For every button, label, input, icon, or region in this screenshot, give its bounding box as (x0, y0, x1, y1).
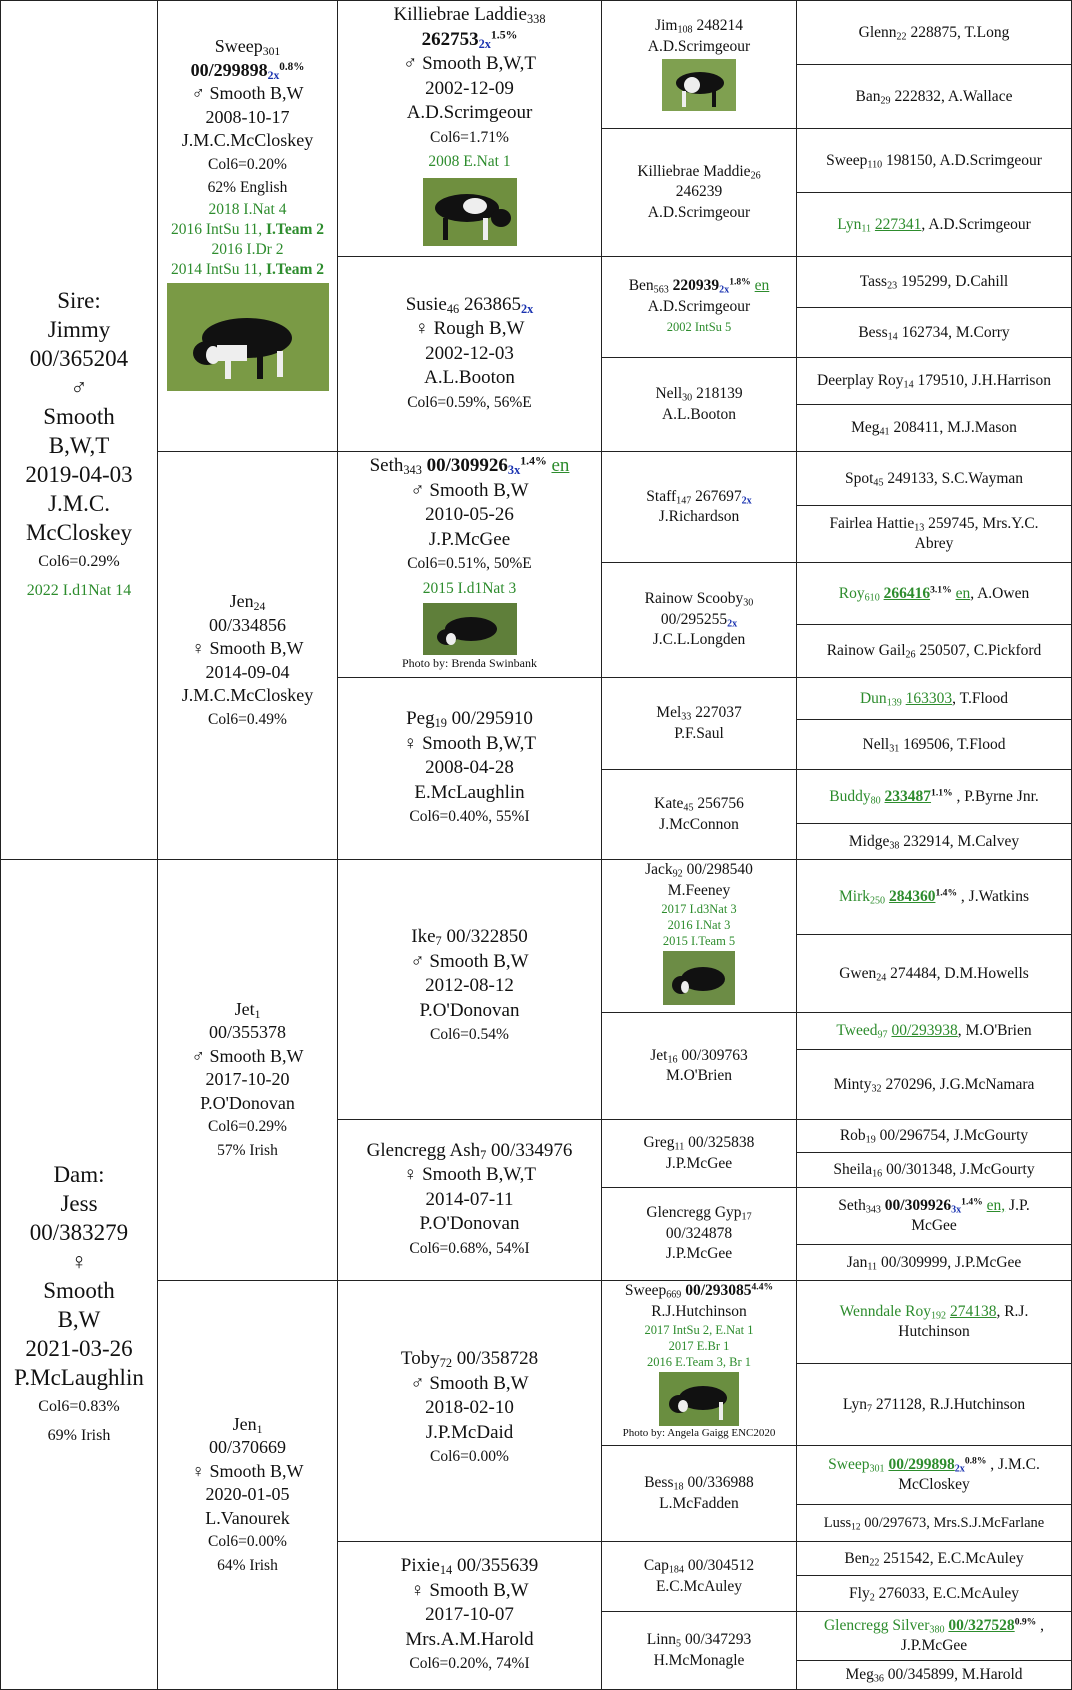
g5-cell (796, 1049, 1072, 1120)
dog-entry: Meg$_{41}$ 208411, M.J.Mason (851, 419, 1017, 438)
g5-cell (796, 1363, 1072, 1446)
dog-name: Glencregg Gyp$_{17}$ (646, 1204, 752, 1223)
dog-dob: 2020-01-05 (205, 1484, 290, 1505)
sire-owner-2: McCloskey (25, 519, 133, 545)
dog-owner: J.P.McGee (665, 1154, 733, 1172)
dog-name: Peg$_{19}$ 00/295910 (406, 708, 533, 731)
photo-credit: Photo by: Angela Gaigg ENC2020 (622, 1427, 776, 1439)
award: 2015 I.d1Nat 3 (422, 579, 517, 597)
dog-dob: 2014-07-11 (425, 1188, 514, 1210)
staff-cell (601, 451, 797, 563)
dog-owner: P.O'Donovan (419, 1213, 520, 1235)
g5-cell (796, 1012, 1072, 1050)
dog-name: Ike$_7$ 00/322850 (411, 926, 528, 949)
dog-photo (167, 283, 329, 391)
dog-owner: L.McFadden (659, 1494, 739, 1512)
dog-name: Killiebrae Maddie$_{26}$ (637, 162, 761, 182)
dog-entry: Lyn$_7$ 271128, R.J.Hutchinson (842, 1395, 1026, 1415)
award: 2016 E.Team 3, Br 1 (647, 1355, 751, 1369)
award: 2016 I.Nat 3 (667, 918, 731, 932)
dog-entry: Ben$_{22}$ 251542, E.C.McAuley (844, 1549, 1024, 1569)
sire-sex: ♂ (70, 374, 88, 400)
dog-entry: Dun$_{139}$ 163303, T.Flood (859, 689, 1009, 709)
dog-photo (662, 59, 736, 111)
dog-name: Cap$_{184}$ 00/304512 (643, 1557, 755, 1576)
dog-owner: J.M.C.McCloskey (181, 685, 314, 705)
dog-owner: J.P.McGee (428, 528, 511, 550)
dog-owner: J.P.McDaid (425, 1421, 514, 1443)
g5-cell (796, 823, 1072, 860)
granddam-jen1-cell (157, 1280, 338, 1690)
dog-owner: A.L.Booton (424, 367, 515, 389)
dog-owner: Mrs.A.M.Harold (405, 1628, 534, 1650)
dog-owner: J.McConnon (659, 815, 739, 833)
award: 2016 I.Dr 2 (211, 240, 284, 258)
dog-owner: P.O'Donovan (200, 1092, 295, 1113)
dog-name: Linn$_5$ 00/347293 (646, 1631, 752, 1650)
sire-dob: 2019-04-03 (25, 461, 133, 487)
dog-reg: 00/334856 (208, 614, 286, 635)
dog-dob: 2008-04-28 (425, 757, 514, 779)
toby-cell (337, 1280, 602, 1542)
dog-owner: J.Richardson (658, 508, 740, 525)
dog-dob: 2017-10-07 (425, 1604, 514, 1626)
dog-desc: ♂ Smooth B,W (410, 479, 529, 501)
dog-name: Bess$_{18}$ 00/336988 (644, 1474, 754, 1493)
g5-cell (796, 256, 1072, 308)
dog-col6: Col6=0.00% (430, 1448, 509, 1465)
dog-entry: Meg$_{36}$ 00/345899, M.Harold (845, 1666, 1023, 1685)
dog-col6: Col6=0.20% (208, 155, 287, 173)
dog-dob: 2017-10-20 (205, 1069, 290, 1090)
jack-cell (601, 859, 797, 1013)
glencregg-ash-cell (337, 1119, 602, 1281)
dog-entry: Sweep$_{110}$ 198150, A.D.Scrimgeour (826, 151, 1042, 171)
dog-reg: 00/355378 (208, 1022, 286, 1043)
dam-sex: ♀ (70, 1248, 88, 1274)
photo-credit: Photo by: Brenda Swinbank (402, 656, 537, 670)
dog-col6: Col6=1.71% (430, 128, 509, 146)
dog-col6: Col6=0.20%, 74%I (409, 1655, 530, 1673)
dog-owner: A.D.Scrimgeour (406, 102, 533, 123)
dog-name: Ben$_{563}$ $220939_{2x}^{1.8\%}$ en (628, 276, 770, 296)
dog-dob: 2002-12-09 (425, 77, 514, 99)
g5-cell (796, 404, 1072, 452)
dog-desc: ♂ Smooth B,W (191, 1045, 304, 1066)
seth-cell (337, 451, 602, 678)
killiebrae-laddie-cell (337, 0, 602, 257)
sire-label: Sire: (57, 287, 101, 313)
g5-cell (796, 1611, 1072, 1661)
dog-photo (659, 1372, 739, 1426)
g5-cell (796, 624, 1072, 678)
dam-cell (0, 859, 158, 1690)
dog-owner: P.O'Donovan (419, 999, 520, 1021)
ben563-cell (601, 256, 797, 358)
dog-reg: $00/299898_{2x}^{0.8\%}$ (190, 59, 305, 82)
dog-owner: E.McLaughlin (414, 781, 525, 803)
dam-name: Jess (60, 1190, 98, 1216)
kate-cell (601, 769, 797, 860)
dog-name: Pixie$_{14}$ 00/355639 (400, 1555, 539, 1578)
award: 2014 IntSu 11, I.Team 2 (170, 260, 324, 278)
dog-dob: 2002-12-03 (425, 342, 514, 364)
dog-desc: ♀ Smooth B,W,T (403, 732, 536, 754)
dog-entry: Buddy$_{80}$ $233487^{1.1\%}$ , P.Byrne Jnr. (829, 787, 1039, 807)
dog-entry: Luss$_{12}$ 00/297673, Mrs.S.J.McFarlane (823, 1515, 1045, 1533)
dog-name: Jen$_1$ (232, 1413, 263, 1436)
dog-entry: Spot$_{45}$ 249133, S.C.Wayman (844, 469, 1024, 489)
dog-owner: J.P.McGee (900, 1637, 968, 1654)
grandsire-jet1-cell (157, 859, 338, 1281)
sire-coat: Smooth (43, 403, 115, 429)
dog-name: Jim$_{108}$ 248214 (655, 17, 743, 36)
dog-reg: 00/370669 (208, 1437, 286, 1458)
g5-cell (796, 1575, 1072, 1612)
sire-color: B,W,T (48, 432, 110, 458)
dog-name: Killiebrae Laddie$_{338}$ (393, 4, 546, 27)
rainow-scooby-cell (601, 562, 797, 678)
sire-col6: Col6=0.29% (38, 552, 120, 570)
g5-cell (796, 1119, 1072, 1153)
award: 2017 IntSu 2, E.Nat 1 (644, 1323, 754, 1337)
g5-cell (796, 1445, 1072, 1505)
sire-owner: J.M.C. (48, 490, 110, 516)
dog-entry: Lyn$_{11}$ 227341, A.D.Scrimgeour (837, 215, 1031, 235)
nell30-cell (601, 357, 797, 452)
dog-owner: McGee (911, 1217, 957, 1234)
g5-cell (796, 505, 1072, 563)
dog-desc: ♀ Rough B,W (414, 318, 525, 340)
g5-cell (796, 357, 1072, 405)
g5-cell (796, 1541, 1072, 1576)
dog-entry: Ban$_{29}$ 222832, A.Wallace (855, 87, 1013, 107)
dog-dob: 2012-08-12 (425, 975, 514, 996)
dog-desc: ♀ Smooth B,W (410, 1579, 529, 1601)
g5-cell (796, 192, 1072, 257)
dog-col6: Col6=0.00% (208, 1533, 287, 1551)
dog-name: Rainow Scooby$_{30}$ (644, 590, 754, 609)
dog-entry: Midge$_{38}$ 232914, M.Calvey (848, 832, 1020, 852)
dog-dob: 2008-10-17 (205, 106, 290, 127)
jet16-cell (601, 1012, 797, 1120)
dog-entry: Fairlea Hattie$_{13}$ 259745, Mrs.Y.C. (829, 515, 1039, 534)
dog-reg: $262753_{2x}^{1.5\%}$ (421, 28, 518, 51)
dog-owner: J.P.McGee (665, 1245, 733, 1263)
dog-col6: Col6=0.51%, 50%E (407, 555, 532, 572)
g5-cell (796, 0, 1072, 65)
dog-owner: A.D.Scrimgeour (647, 203, 751, 221)
dog-breed: 64% Irish (217, 1556, 278, 1574)
g5-cell (796, 64, 1072, 129)
g5-cell (796, 307, 1072, 358)
dog-breed: 62% English (207, 179, 288, 196)
dog-entry: Wenndale Roy$_{192}$ 274138, R.J. (839, 1303, 1029, 1322)
ike-cell (337, 859, 602, 1120)
dog-entry: Jan$_{11}$ 00/309999, J.P.McGee (846, 1253, 1022, 1273)
dog-name: Susie$_{46}$ $263865_{2x}$ (405, 293, 534, 316)
g5-cell (796, 677, 1072, 720)
g5-cell (796, 562, 1072, 625)
g5-cell (796, 934, 1072, 1013)
dog-dob: 2010-05-26 (425, 504, 514, 525)
dog-desc: ♂ Smooth B,W (410, 1372, 529, 1394)
dog-owner: E.C.McAuley (655, 1577, 743, 1595)
dog-owner: Abrey (914, 535, 954, 552)
dog-desc: ♂ Smooth B,W (191, 83, 304, 103)
g5-cell (796, 1660, 1072, 1690)
dam-color: B,W (57, 1306, 101, 1332)
dog-entry: Rob$_{19}$ 00/296754, J.McGourty (839, 1127, 1029, 1146)
sire-name: Jimmy (47, 316, 111, 342)
dog-name: Jet$_1$ (234, 998, 261, 1021)
dog-col6: Col6=0.68%, 54%I (409, 1239, 530, 1257)
dog-entry: Sweep$_{301}$ $00/299898_{2x}^{0.8\%}$ , J.M.C. (828, 1455, 1040, 1475)
dog-name: Glencregg Ash$_7$ 00/334976 (366, 1139, 573, 1162)
dog-name: Toby$_{72}$ 00/358728 (400, 1348, 539, 1371)
cap-cell (601, 1541, 797, 1612)
mel-cell (601, 677, 797, 770)
award: 2002 IntSu 5 (666, 320, 732, 335)
g5-cell (796, 859, 1072, 935)
dog-name: Mel$_{33}$ 227037 (656, 704, 742, 723)
dog-owner: J.M.C.McCloskey (181, 130, 314, 150)
dam-owner: P.McLaughlin (14, 1364, 144, 1390)
dam-reg: 00/383279 (29, 1219, 129, 1245)
dam-col6: Col6=0.83% (38, 1397, 120, 1415)
dog-entry: Seth$_{343}$ $00/309926_{3x}^{1.4\%}$ en, J.P. (838, 1196, 1030, 1216)
greg-cell (601, 1119, 797, 1188)
award: 2018 I.Nat 4 (208, 200, 287, 218)
sweep669-cell (601, 1280, 797, 1446)
dog-entry: Bess$_{14}$ 162734, M.Corry (858, 323, 1010, 343)
dam-label: Dam: (53, 1161, 105, 1187)
dog-entry: Minty$_{32}$ 270296, J.G.McNamara (833, 1075, 1035, 1095)
dog-owner: A.L.Booton (661, 405, 737, 423)
dog-name: Staff$_{147}$ $267697_{2x}$ (646, 487, 752, 507)
dog-name: Nell$_{30}$ 218139 (655, 385, 743, 404)
granddam-jen24-cell (157, 451, 338, 860)
jim-cell (601, 0, 797, 129)
award: 2017 I.d3Nat 3 (661, 902, 737, 916)
dog-entry: Sheila$_{16}$ 00/301348, J.McGourty (833, 1161, 1035, 1180)
dog-desc: ♀ Smooth B,W,T (403, 1164, 536, 1186)
sire-cell (0, 0, 158, 860)
g5-cell (796, 1504, 1072, 1542)
susie-cell (337, 256, 602, 452)
dog-col6: Col6=0.29% (208, 1118, 287, 1136)
dog-name: Jack$_{92}$ 00/298540 (645, 861, 753, 880)
dog-entry: Tass$_{23}$ 195299, D.Cahill (859, 273, 1009, 292)
dog-desc: ♀ Smooth B,W (191, 638, 304, 658)
g5-cell (796, 1152, 1072, 1188)
dog-name: Jen$_{24}$ (229, 591, 266, 613)
dog-reg: 246239 (675, 183, 723, 201)
pixie-cell (337, 1541, 602, 1690)
dam-breed: 69% Irish (47, 1426, 111, 1444)
dog-entry: Rainow Gail$_{26}$ 250507, C.Pickford (826, 642, 1042, 661)
g5-cell (796, 128, 1072, 193)
dog-name: Seth$_{343}$ $00/309926_{3x}^{1.4\%}$ en (369, 454, 570, 478)
dam-dob: 2021-03-26 (25, 1335, 133, 1361)
dog-breed: 57% Irish (217, 1141, 278, 1159)
award: 2016 IntSu 11, I.Team 2 (170, 220, 324, 238)
dog-col6: Col6=0.40%, 55%I (409, 808, 530, 826)
dog-owner: P.F.Saul (674, 724, 724, 742)
dog-entry: Mirk$_{250}$ $284360^{1.4\%}$ , J.Watkins (838, 887, 1029, 907)
dog-reg: $00/295255_{2x}$ (660, 610, 738, 630)
dog-entry: Deerplay Roy$_{14}$ 179510, J.H.Harrison (817, 372, 1051, 391)
g5-cell (796, 451, 1072, 506)
dog-entry: Roy$_{610}$ $266416^{3.1\%}$ en, A.Owen (838, 584, 1030, 604)
g5-cell (796, 1244, 1072, 1281)
award: 2008 E.Nat 1 (428, 153, 511, 170)
dam-coat: Smooth (43, 1277, 115, 1303)
dog-entry: Fly$_2$ 276033, E.C.McAuley (849, 1584, 1019, 1604)
dog-owner: R.J.Hutchinson (651, 1302, 747, 1320)
dog-name: Greg$_{11}$ 00/325838 (643, 1134, 755, 1153)
dog-dob: 2014-09-04 (205, 661, 290, 682)
award: 2017 E.Br 1 (668, 1339, 730, 1353)
dog-entry: Glenn$_{22}$ 228875, T.Long (858, 23, 1010, 43)
dog-photo (423, 603, 517, 655)
dog-owner: L.Vanourek (205, 1507, 290, 1528)
dog-name: Jet$_{16}$ 00/309763 (650, 1046, 748, 1066)
dog-col6: Col6=0.54% (430, 1026, 509, 1043)
sire-reg: 00/365204 (29, 345, 129, 371)
dog-photo (423, 178, 517, 246)
dog-name: Kate$_{45}$ 256756 (654, 795, 744, 814)
peg-cell (337, 677, 602, 860)
sire-award: 2022 I.d1Nat 14 (26, 581, 132, 599)
dog-owner: A.D.Scrimgeour (647, 297, 751, 315)
dog-dob: 2018-02-10 (425, 1397, 514, 1418)
glencregg-gyp-cell (601, 1187, 797, 1281)
bess18-cell (601, 1445, 797, 1542)
killiebrae-maddie-cell (601, 128, 797, 257)
dog-owner: M.O'Brien (665, 1067, 733, 1084)
dog-name: Sweep$_{669}$ $00/293085^{4.4\%}$ (624, 1281, 774, 1301)
grandsire-sweep-cell (157, 0, 338, 452)
dog-col6: Col6=0.59%, 56%E (407, 393, 532, 411)
dog-entry: Gwen$_{24}$ 274484, D.M.Howells (839, 964, 1029, 984)
dog-name: Sweep$_{301}$ (214, 36, 281, 58)
dog-reg: 00/324878 (665, 1224, 733, 1242)
dog-desc: ♂ Smooth B,W,T (403, 53, 536, 74)
g5-cell (796, 1280, 1072, 1364)
dog-entry: Glencregg Silver$_{380}$ $00/327528^{0.9\%}$ , (823, 1616, 1045, 1636)
dog-col6: Col6=0.49% (208, 710, 287, 728)
award: 2015 I.Team 5 (662, 934, 736, 948)
dog-owner: M.Feeney (667, 881, 731, 899)
dog-photo (663, 951, 735, 1005)
dog-owner: A.D.Scrimgeour (647, 37, 751, 55)
dog-entry: Nell$_{31}$ 169506, T.Flood (862, 735, 1006, 755)
dog-desc: ♂ Smooth B,W (410, 950, 529, 972)
g5-cell (796, 1187, 1072, 1245)
dog-owner: Hutchinson (898, 1323, 970, 1340)
dog-owner: McCloskey (898, 1476, 970, 1493)
dog-owner: H.McMonagle (653, 1651, 745, 1669)
linn-cell (601, 1611, 797, 1690)
dog-owner: J.C.L.Longden (652, 631, 746, 649)
dog-entry: Tweed$_{97}$ 00/293938, M.O'Brien (836, 1022, 1032, 1041)
dog-desc: ♀ Smooth B,W (191, 1460, 304, 1481)
g5-cell (796, 769, 1072, 824)
g5-cell (796, 719, 1072, 770)
